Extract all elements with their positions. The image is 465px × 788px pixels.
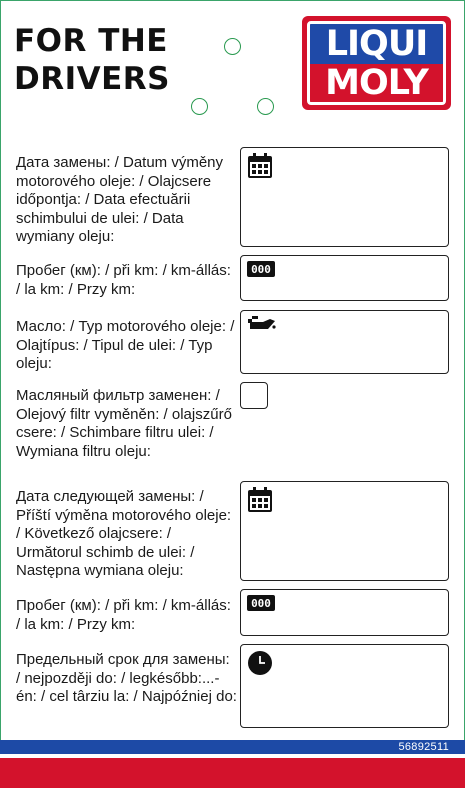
oil-can-icon (246, 315, 276, 335)
product-code: 56892511 (398, 741, 449, 753)
mileage-field[interactable] (240, 255, 449, 301)
calendar-icon (246, 152, 274, 180)
next-mileage-field[interactable] (240, 589, 449, 636)
logo-text-top: LIQUI (310, 24, 443, 64)
logo-text-bottom: MOLY (310, 64, 443, 102)
label-change-date: Дата замены: / Datum výměny motorového oleje: / Olajcsere időpontja: / Data efectuării schimbului de ulei: / Data wymiany oleju: (16, 154, 224, 245)
label-next-mileage: Пробег (км): / při km: / km-állás: / la km: / Przy km: (16, 597, 231, 633)
deadline-field[interactable] (240, 644, 449, 728)
label-deadline: Предельный срок для замены: / nejpozději do: / legkésőbb:...-én: / cel târziu la: / Najpóźniej do: (16, 651, 237, 705)
title-line-1: FOR THE (14, 23, 168, 59)
clock-icon (246, 649, 274, 677)
label-oil-filter: Масляный фильтр заменен: / Olejový filtr vyměněn: / olajszűrő csere: / Schimbare filtru ulei: / Wymiana filtru oleju: (16, 387, 232, 460)
calendar-icon (246, 486, 274, 514)
odometer-icon (246, 260, 276, 278)
odometer-digits: 000 (251, 597, 271, 610)
brand-logo (302, 16, 451, 110)
odometer-digits: 000 (251, 263, 271, 276)
label-oil-type: Масло: / Typ motorového oleje: / Olajtípus: / Tipul de ulei: / Typ oleju: (16, 318, 235, 372)
footer-stripe-blue (0, 740, 465, 754)
title-line-2: DRIVERS (14, 61, 171, 97)
oil-type-field[interactable] (240, 310, 449, 374)
hanger-hole-left (191, 98, 208, 115)
next-change-date-field[interactable] (240, 481, 449, 581)
oil-filter-checkbox[interactable] (240, 382, 268, 409)
label-mileage: Пробег (км): / při km: / km-állás: / la km: / Przy km: (16, 262, 231, 298)
footer-stripe-red (0, 758, 465, 788)
label-next-change: Дата следующей замены: / Příští výměna motorového oleje: / Következő olajcsere: / Următorul schimb de ulei: / Następna wymiana oleju: (16, 488, 232, 579)
page-title (14, 22, 170, 98)
hanger-hole-right (257, 98, 274, 115)
hanger-hole-top (224, 38, 241, 55)
change-date-field[interactable] (240, 147, 449, 247)
odometer-icon (246, 594, 276, 612)
